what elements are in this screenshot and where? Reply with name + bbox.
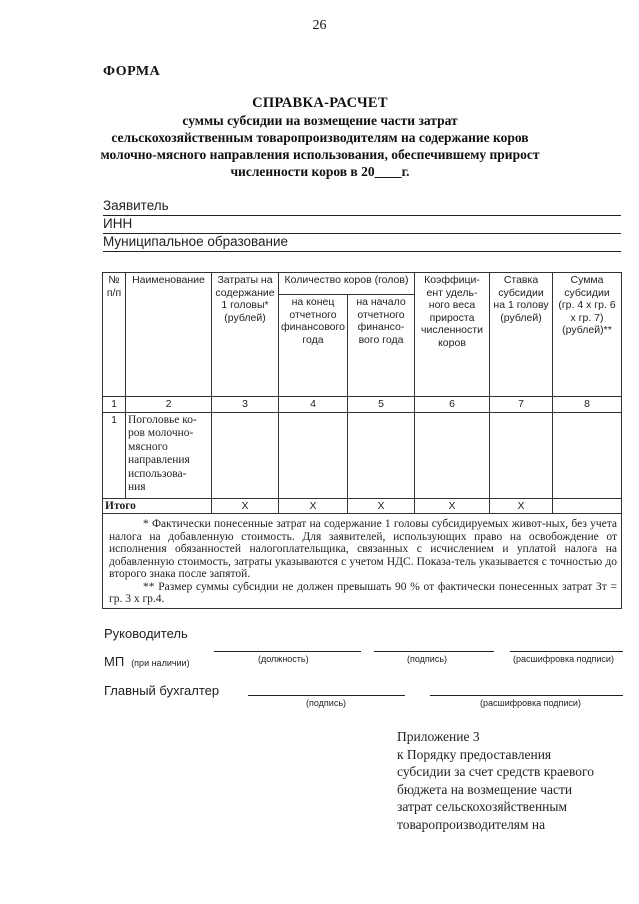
row-num: 1: [103, 412, 126, 498]
total-cell: X: [348, 498, 415, 514]
accountant-label: Главный бухгалтер: [104, 683, 220, 698]
appendix-line: Приложение 3: [397, 729, 480, 744]
decode-line[interactable]: [510, 651, 623, 652]
title-line: суммы субсидии на возмещение части затрат: [182, 113, 458, 128]
column-number: 5: [348, 397, 415, 413]
appendix-line: затрат сельскохозяйственным: [397, 799, 568, 814]
title-line: численности коров в 20____г.: [230, 164, 410, 179]
head-label: Руководитель: [104, 626, 188, 641]
stamp-block: [104, 653, 190, 671]
applicant-label: Заявитель: [103, 198, 169, 213]
cell-sum[interactable]: [553, 412, 622, 498]
page-number: 26: [312, 18, 327, 33]
row-name-line: мясного: [128, 440, 168, 453]
row-name-line: использова-: [128, 467, 187, 480]
total-label: Итого: [103, 498, 212, 514]
header-name: Наименование: [126, 273, 212, 397]
header-sum: Сумма субсидии (гр. 4 х гр. 6 х гр. 7) (рублей)**: [553, 273, 622, 397]
position-line[interactable]: [214, 651, 361, 652]
appendix-line: бюджета на возмещение части: [397, 781, 573, 797]
signature-line[interactable]: [374, 651, 494, 652]
appendix-line: субсидии за счет средств краевого: [397, 764, 594, 779]
column-number: 7: [490, 397, 553, 413]
stamp-label: МП: [104, 654, 125, 669]
municipality-label: Муниципальное образование: [103, 234, 289, 249]
cell-rate[interactable]: [490, 412, 553, 498]
accountant-decode-caption: (расшифровка подписи): [480, 698, 581, 708]
accountant-signature-line[interactable]: [248, 695, 405, 696]
cell-count-start[interactable]: [348, 412, 415, 498]
column-number: 3: [212, 397, 279, 413]
inn-field[interactable]: [103, 216, 621, 234]
calculation-table: [102, 272, 622, 609]
footnote: * Фактически понесенные затрат на содержание 1 головы субсидируемых живот-ных, без учета налога на добавленную стоимость. Для заявителей, использующих право на освобождение от исполнения обязанностей налогоплательщика, связанных с исчислением и уплатой налога на добавленную стоимость, затраты указываются с учетом НДС. Показа-тель указывается с точностью до второго знака после запятой.: [109, 518, 617, 580]
title-line: молочно-мясного направления использования, обеспечившему прирост: [100, 147, 540, 162]
header-count-start: на начало отчетного финансо-вого года: [348, 295, 415, 397]
header-costs: Затраты на содержание 1 головы* (рублей): [212, 273, 279, 397]
header-rate: Ставка субсидии на 1 голову (рублей): [490, 273, 553, 397]
row-name-line: Поголовье ко-: [128, 413, 197, 426]
header-num: № п/п: [103, 273, 126, 397]
total-row: [103, 498, 622, 514]
column-number: 8: [553, 397, 622, 413]
column-number: 4: [279, 397, 348, 413]
column-number: 1: [103, 397, 126, 413]
table-row: [103, 412, 622, 498]
column-number: 6: [415, 397, 490, 413]
total-cell: X: [212, 498, 279, 514]
municipality-field[interactable]: [103, 234, 621, 252]
row-name-line: ров молочно-: [128, 427, 194, 439]
decode-caption: (расшифровка подписи): [513, 654, 614, 664]
form-label: ФОРМА: [103, 64, 161, 79]
notes-row: [103, 514, 622, 609]
document-title: [100, 95, 540, 180]
signature-caption: (подпись): [407, 654, 448, 664]
cell-coef[interactable]: [415, 412, 490, 498]
appendix-note: [397, 728, 637, 833]
row-name-line: направления: [128, 454, 190, 466]
footnotes: [103, 514, 622, 609]
footnote: ** Размер суммы субсидии не должен превышать 90 % от фактически понесенных затрат Зт = гр. 3 х гр.4.: [109, 580, 617, 605]
row-name-line: ния: [128, 481, 146, 493]
appendix-line: к Порядку предоставления: [397, 746, 552, 762]
total-cell: X: [415, 498, 490, 514]
title-line: сельскохозяйственным товаропроизводителям на содержание коров: [111, 130, 529, 145]
stamp-note: (при наличии): [131, 658, 190, 668]
position-caption: (должность): [258, 654, 309, 664]
total-cell: X: [490, 498, 553, 514]
row-name: [126, 412, 212, 498]
title-main: СПРАВКА-РАСЧЕТ: [252, 95, 388, 111]
header-count-group: Количество коров (голов): [279, 273, 415, 295]
accountant-signature-caption: (подпись): [306, 698, 347, 708]
inn-label: ИНН: [103, 216, 133, 231]
accountant-decode-line[interactable]: [430, 695, 623, 696]
column-number: 2: [126, 397, 212, 413]
total-sum-cell[interactable]: [553, 498, 622, 514]
header-count-end: на конец отчетного финансового года: [279, 295, 348, 397]
appendix-line: товаропроизводителям на: [397, 816, 546, 832]
header-coef: Коэффици-ент удель-ного веса прироста численности коров: [415, 273, 490, 397]
cell-count-end[interactable]: [279, 412, 348, 498]
applicant-field[interactable]: [103, 198, 621, 216]
total-cell: X: [279, 498, 348, 514]
cell-costs[interactable]: [212, 412, 279, 498]
